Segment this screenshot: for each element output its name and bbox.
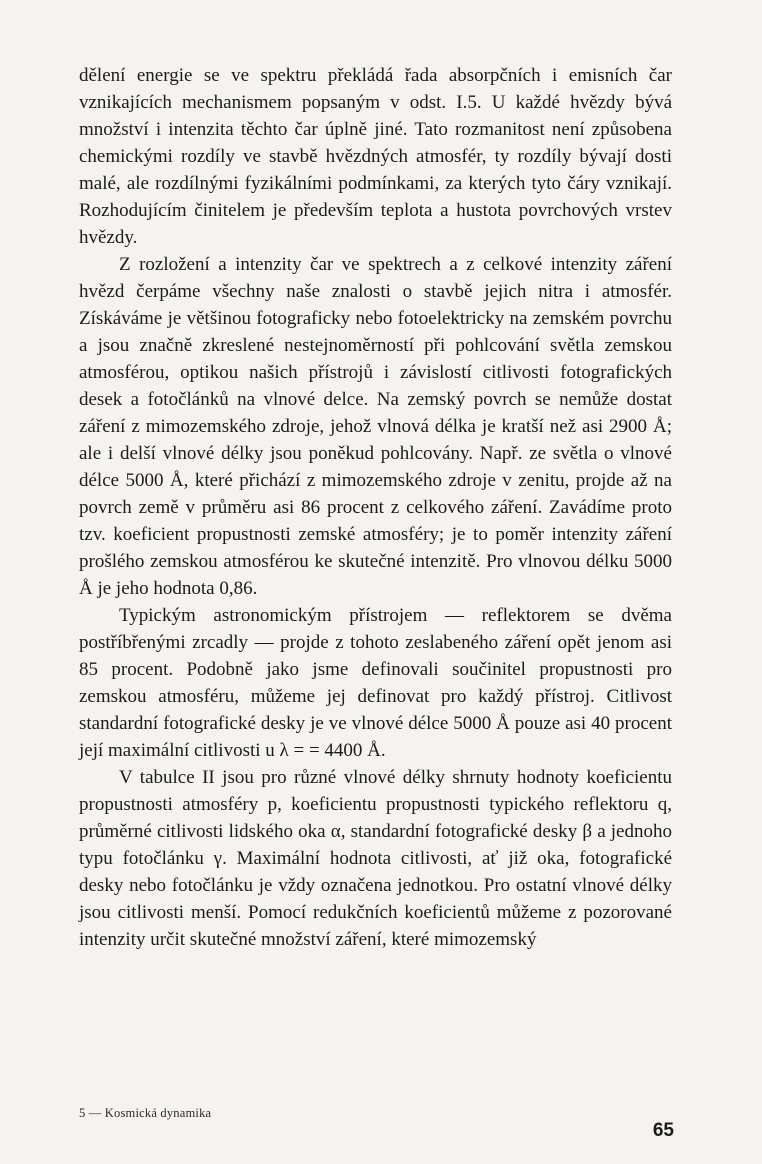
paragraph-continuation: dělení energie se ve spektru překládá řada absorpčních i emisních čar vznikajících mechanismem popsaným v odst. I.5. U každé hvězdy bývá množství i intenzita těchto čar úplně jiné. Tato rozmanitost není způsobena chemickými rozdíly ve stavbě hvězdných atmosfér, ty rozdíly bývají dosti malé, ale rozdílnými fyzikálními podmínkami, za kterých tyto čáry vznikají. Rozhodujícím činitelem je především teplota a hustota povrchových vrstev hvězdy. [79, 65, 672, 248]
body-text [79, 62, 672, 953]
paragraph-spectra-measurement: Z rozložení a intenzity čar ve spektrech a z celkové intenzity záření hvězd čerpáme všechny naše znalosti o stavbě jejich nitra i atmosfér. Získáváme je většinou fotograficky nebo fotoelektricky na zemském povrchu a jsou značně zkreslené nestejnoměrností při pohlcování světla zemskou atmosférou, optikou našich přístrojů i závislostí citlivosti fotografických desek a fotočlánků na vlnové delce. Na zemský povrch se nemůže dostat záření z mimozemského zdroje, jehož vlnová délka je kratší než asi 2900 Å; ale i delší vlnové délky jsou poněkud pohlcovány. Např. ze světla o vlnové délce 5000 Å, které přichází z mimozemského zdroje v zenitu, projde až na povrch země v průměru asi 86 procent z celkového záření. Zavádíme proto tzv. koeficient propustnosti zemské atmosféry; je to poměr intenzity záření prošlého zemskou atmosférou ke skutečné intenzitě. Pro vlnovou délku 5000 Å je jeho hodnota 0,86. [79, 254, 672, 599]
page-number: 65 [652, 1120, 674, 1141]
paragraph-table-coefficients: V tabulce II jsou pro různé vlnové délky shrnuty hodnoty koeficientu propustnosti atmosféry p, koeficientu propustnosti typického reflektoru q, průměrné citlivosti lidského oka α, standardní fotografické desky β a jednoho typu fotočlánku γ. Maximální hodnota citlivosti, ať již oka, fotografické desky nebo fotočlánku je vždy označena jednotkou. Pro ostatní vlnové délky jsou citlivosti menší. Pomocí redukčních koeficientů můžeme z pozorované intenzity určit skutečné množství záření, které mimozemský [79, 767, 672, 950]
paragraph-reflector-sensitivity: Typickým astronomickým přístrojem — reflektorem se dvěma postříbřenými zrcadly — projde z tohoto zeslabeného záření opět jenom asi 85 procent. Podobně jako jsme definovali součinitel propustnosti pro zemskou atmosféru, můžeme jej definovat pro každý přístroj. Citlivost standardní fotografické desky je ve vlnové délce 5000 Å pouze asi 40 procent její maximální citlivosti u λ = = 4400 Å. [79, 605, 672, 761]
signature-footer: 5 — Kosmická dynamika [79, 1106, 212, 1120]
